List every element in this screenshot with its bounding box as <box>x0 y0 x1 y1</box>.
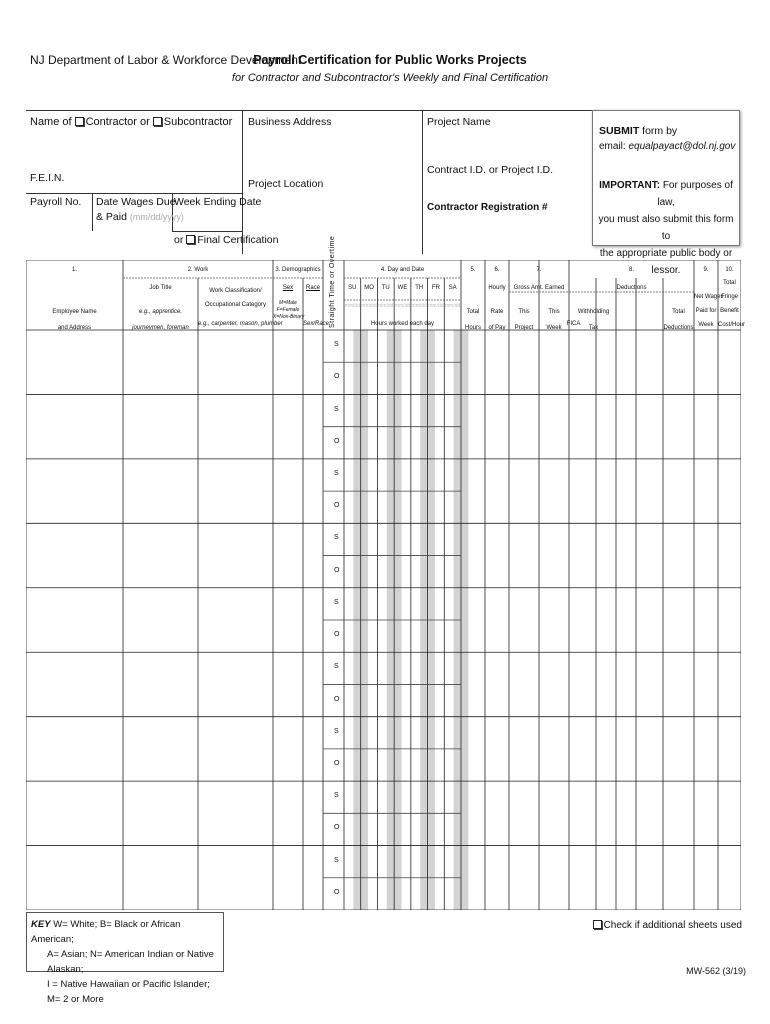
overtime-marker: O <box>334 824 340 832</box>
day-date-placeholder: mm/dd <box>411 303 427 309</box>
submit-line <box>599 125 677 137</box>
gross-header: Gross Amt. Earned <box>513 285 565 291</box>
col-8-header: 8. <box>628 267 634 273</box>
key-line-3: I = Native Hawaiian or Pacific Islander; M= 2 or More <box>47 979 210 1005</box>
email-link[interactable]: equalpayact@dol.nj.gov <box>628 141 736 152</box>
col-6-header: 6. <box>494 267 500 273</box>
final-certification-label: Final Certification <box>197 234 279 246</box>
col-7-header: 7. <box>536 267 542 273</box>
important-text-1: For purposes of law, <box>657 180 733 208</box>
fringe-total: Total <box>723 280 736 286</box>
subcontractor-checkbox[interactable] <box>153 117 162 126</box>
net-3: Week <box>698 322 714 328</box>
job-title-header: Job Title <box>149 285 172 291</box>
day-date-placeholder: mm/dd <box>378 303 394 309</box>
paid-row <box>96 211 184 223</box>
job-example-2: journeymen, foreman <box>132 325 189 331</box>
total-ded-1: Total <box>672 309 685 315</box>
sex-nonbinary: X=Non-Binary <box>273 314 305 320</box>
contractor-label: Contractor or <box>85 116 150 128</box>
day-header-tu: TU <box>381 285 390 291</box>
sex-male: M=Male <box>279 300 297 306</box>
straight-time-marker: S <box>334 534 339 542</box>
straight-time-marker: S <box>334 341 339 349</box>
day-header-mo: MO <box>364 285 374 291</box>
straight-time-marker: S <box>334 405 339 413</box>
form-subtitle: for Contractor and Subcontractor's Weekly and Final Certification <box>231 72 549 84</box>
col-10-header: 10. <box>725 267 734 273</box>
straight-time-marker: S <box>334 856 339 864</box>
total-hours-2: Hours <box>464 325 481 331</box>
work-class-header <box>198 284 273 312</box>
date-wages-due-label: Date Wages Due <box>96 196 176 208</box>
net-2: Paid for <box>695 308 717 314</box>
key-label: KEY <box>31 919 51 930</box>
work-class-label: Work Classification/ <box>209 288 262 294</box>
fica-header: FICA <box>566 321 581 327</box>
job-title-examples <box>123 304 198 336</box>
day-date-placeholder: mm/dd <box>394 303 411 309</box>
final-certification-checkbox[interactable] <box>186 235 195 244</box>
key-line-1 <box>31 917 223 947</box>
fringe-cost-hour: Cost/Hour <box>718 322 746 328</box>
name-of-row <box>30 116 232 128</box>
hourly-header: Hourly <box>488 285 506 291</box>
final-certification-row <box>174 234 278 246</box>
form-number: MW-562 (3/19) <box>686 966 746 976</box>
business-address-label: Business Address <box>248 116 332 128</box>
overtime-marker: O <box>334 695 340 703</box>
overtime-marker: O <box>334 566 340 574</box>
additional-sheets-label: Check if additional sheets used <box>603 920 742 931</box>
overtime-marker: O <box>334 760 340 767</box>
form-title: Payroll Certification for Public Works Projects <box>253 53 527 67</box>
total-hours-header <box>461 304 485 336</box>
sex-header: Sex <box>282 285 294 291</box>
fringe-benefit: Benefit <box>720 308 739 314</box>
key-line-2: A= Asian; N= American Indian or Native Alaskan; <box>47 949 214 975</box>
overtime-marker: O <box>334 373 340 381</box>
project-location-label: Project Location <box>248 178 324 190</box>
this-project-2: Project <box>514 325 534 331</box>
straight-time-marker: S <box>334 792 339 800</box>
fringe-fringe: Fringe <box>720 294 738 300</box>
straight-time-marker: S <box>334 663 339 671</box>
email-line <box>599 141 735 152</box>
contract-id-label: Contract I.D. or Project I.D. <box>427 164 554 176</box>
col-4-header: 4. Day and Date <box>380 267 425 273</box>
day-date-placeholder: mm/dd <box>344 303 360 309</box>
important-text-3: the appropriate public body or lessor. <box>599 248 733 276</box>
occ-cat-label: Occupational Category <box>204 302 267 308</box>
overtime-marker: O <box>334 437 340 445</box>
day-header-th: TH <box>415 285 424 291</box>
rate-1: Rate <box>490 309 504 315</box>
fringe-header <box>718 276 746 332</box>
overtime-marker: O <box>334 502 340 510</box>
date-placeholder: (mm/dd/yyyy) <box>129 212 184 222</box>
withholding-2: Tax <box>588 325 599 331</box>
col-1-header: 1. <box>71 267 77 273</box>
additional-sheets-row <box>590 920 742 931</box>
email-label: email: <box>599 141 626 152</box>
deductions-header: Deductions <box>616 285 647 291</box>
day-date-placeholder: mm/dd <box>361 303 377 309</box>
sex-female: F=Female <box>276 307 300 313</box>
col-2-header: 2. Work <box>187 267 209 273</box>
and-address-label: and Address <box>57 325 92 331</box>
key-text-1: W= White; B= Black or African American; <box>31 919 181 945</box>
sex-race-label: Sex/Race <box>303 321 330 327</box>
straight-time-marker: S <box>334 470 339 477</box>
this-week-2: Week <box>546 325 562 331</box>
this-project-header <box>509 304 539 336</box>
contractor-checkbox[interactable] <box>75 117 84 126</box>
day-header-su: SU <box>348 285 357 291</box>
this-week-1: This <box>548 309 560 315</box>
additional-sheets-checkbox[interactable] <box>593 920 602 929</box>
agency-name: NJ Department of Labor & Workforce Development <box>30 53 302 67</box>
race-header: Race <box>305 285 320 291</box>
straight-time-header: Straight Time or Overtime <box>329 235 336 328</box>
rate-2: of Pay <box>488 325 506 331</box>
overtime-marker: O <box>334 888 340 896</box>
employee-name-header <box>26 304 123 336</box>
sex-codes <box>273 300 303 321</box>
or-label: or <box>174 234 184 246</box>
total-ded-2: Deductions <box>663 325 694 331</box>
day-date-placeholder: mm/dd <box>444 303 461 309</box>
net-wages-header <box>694 290 724 332</box>
demographics-key <box>26 912 224 1005</box>
day-date-placeholder: mm/dd <box>428 303 444 309</box>
fein-label: F.E.I.N. <box>30 172 65 184</box>
important-label: IMPORTANT: <box>599 180 661 191</box>
withholding-1: Withholding <box>577 309 610 315</box>
project-name-label: Project Name <box>427 116 491 128</box>
payroll-no-label: Payroll No. <box>30 196 82 208</box>
col-3-header: 3. Demographics <box>275 267 321 273</box>
day-header-fr: FR <box>431 285 440 291</box>
total-hours-1: Total <box>466 309 480 315</box>
net-1: Net Wages <box>694 294 724 300</box>
withholding-header <box>571 304 616 336</box>
overtime-marker: O <box>334 631 340 639</box>
name-of-label: Name of <box>30 116 72 128</box>
week-ending-label: Week Ending Date <box>174 196 262 208</box>
paid-label: & Paid <box>96 211 127 223</box>
important-text-2: you must also submit this form to <box>598 214 734 242</box>
form-by-label: form by <box>642 125 678 137</box>
this-project-1: This <box>518 309 530 315</box>
straight-time-marker: S <box>334 598 339 606</box>
subcontractor-label: Subcontractor <box>163 116 233 128</box>
submit-label: SUBMIT <box>599 125 640 137</box>
day-header-sa: SA <box>448 285 457 291</box>
rate-header <box>485 304 509 336</box>
total-deductions-header <box>663 304 694 336</box>
occ-example: e.g., carpenter, mason, plumber <box>198 321 283 327</box>
contractor-registration-label: Contractor Registration # <box>427 202 548 213</box>
straight-time-marker: S <box>334 727 339 735</box>
col-9-header: 9. <box>703 267 709 273</box>
job-example-1: e.g., apprentice, <box>138 309 183 315</box>
day-header-we: WE <box>397 285 408 291</box>
hours-worked-label: Hours worked each day <box>370 321 435 327</box>
employee-name-label: Employee Name <box>52 309 97 315</box>
col-5-header: 5. <box>470 267 476 273</box>
